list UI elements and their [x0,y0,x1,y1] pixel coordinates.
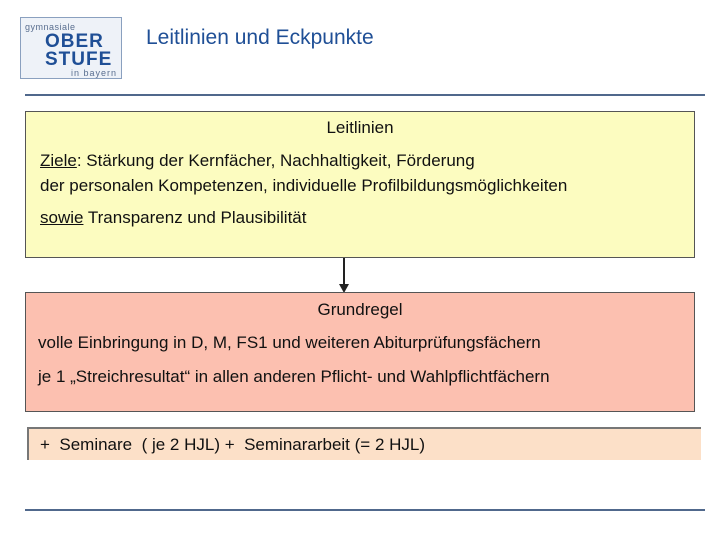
sowie-label: sowie [40,208,84,227]
leitlinien-ziele-line [40,151,475,171]
seminare-text: + Seminare ( je 2 HJL) + Seminararbeit (= 2 HJL) [40,435,426,454]
leitlinien-line-2: der personalen Kompetenzen, individuelle Profilbildungsmöglichkeiten [40,176,568,195]
header-divider [25,94,705,96]
logo-line-1: gymnasiale [25,22,76,32]
logo-line-4: in bayern [71,68,118,78]
down-arrow-icon [336,258,352,294]
grundregel-line-2: je 1 „Streichresultat“ in allen anderen Pflicht- und Wahlpflichtfächern [38,367,550,386]
ziele-text: : Stärkung der Kernfächer, Nachhaltigkeit, Förderung [76,151,475,170]
leitlinien-heading: Leitlinien [326,118,394,137]
oberstufe-logo [20,17,122,79]
sowie-text: Transparenz und Plausibilität [83,208,307,227]
grundregel-box [25,292,695,412]
ziele-label: Ziele [40,151,77,170]
seminare-box [27,427,701,460]
page-title: Leitlinien und Eckpunkte [146,26,374,49]
leitlinien-box [25,111,695,258]
leitlinien-sowie-line [40,208,307,228]
grundregel-heading: Grundregel [317,300,403,319]
logo-line-3: STUFE [45,49,113,70]
grundregel-line-1: volle Einbringung in D, M, FS1 und weiteren Abiturprüfungsfächern [38,333,541,352]
logo-line-2: OBER [45,31,104,52]
footer-divider [25,509,705,511]
